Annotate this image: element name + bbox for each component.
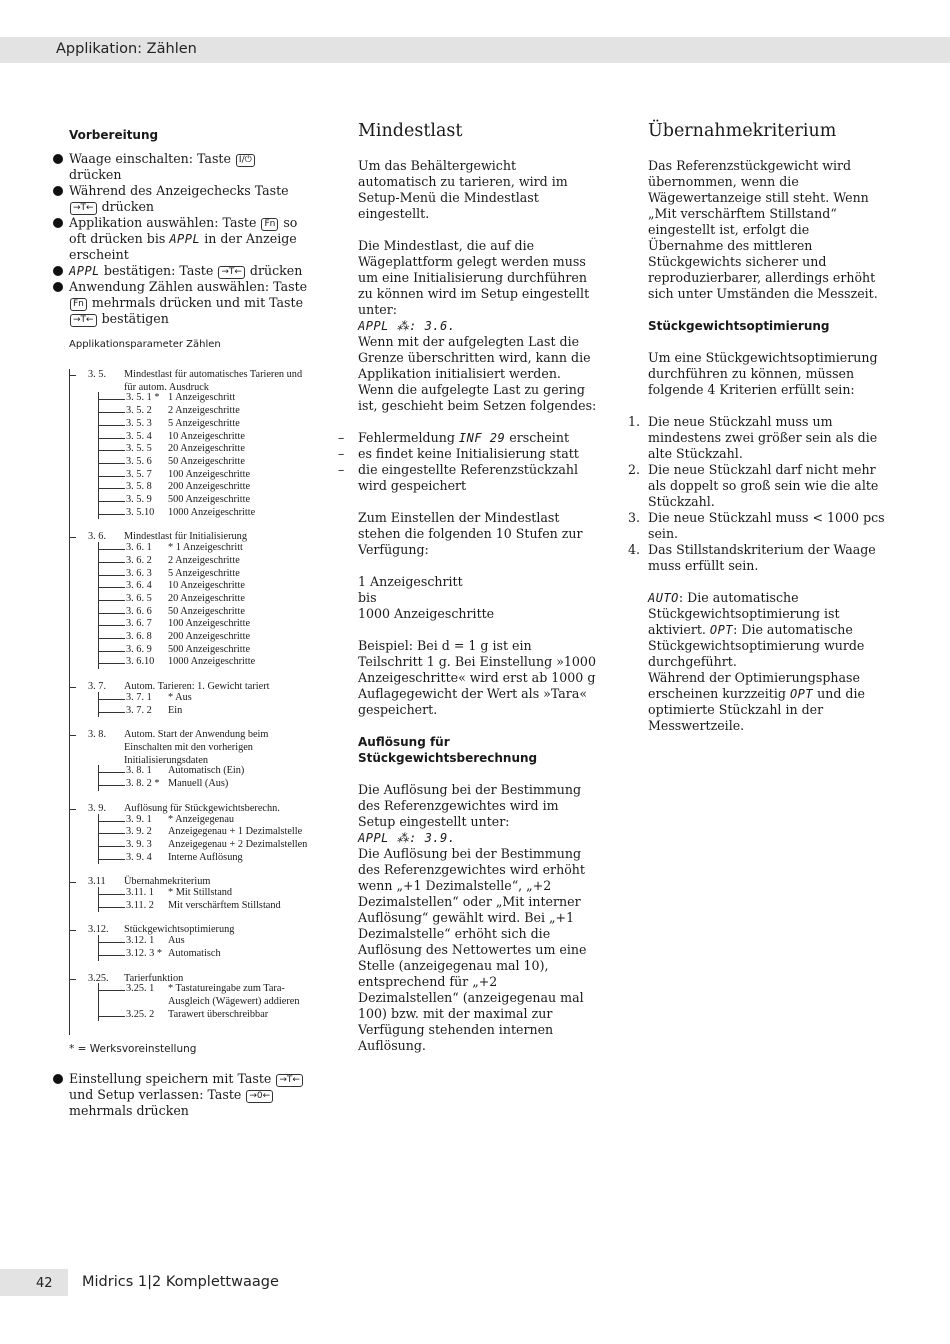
param-options <box>98 887 308 912</box>
option-code: 3. 6. 7 <box>126 618 152 630</box>
param-group-header <box>70 369 308 394</box>
option-code: 3.25. 1 <box>126 983 155 995</box>
param-description: Stückgewichtsoptimierung <box>124 924 235 936</box>
param-option <box>99 631 308 644</box>
list-item: 3. Die neue Stückzahl muss < 1000 pcs sein. <box>628 510 885 541</box>
power-key-icon: I/⏻ <box>236 154 255 167</box>
param-code: 3. 9. <box>88 802 107 814</box>
param-option <box>99 983 308 1008</box>
paragraph: Das Referenzstückgewicht wird übernommen, wenn die Wägewertanzeige still steht. Wenn „Mit verschärftem Stillstand“ eingestellt ist, erfolgt die Übernahme des mittleren Stückgewichts sicherer und reproduzierbarer, allerdings erhöht sich unter Umständen die Messzeit. <box>648 158 878 301</box>
option-value: Interne Auflösung <box>168 851 243 863</box>
param-group <box>70 681 308 717</box>
param-option <box>99 469 308 482</box>
option-code: 3. 5. 6 <box>126 455 152 467</box>
option-value: Anzeigegenau + 2 Dezimalstellen <box>168 838 308 850</box>
param-code: 3.25. <box>88 972 109 984</box>
param-code: 3. 5. <box>88 369 107 380</box>
param-group <box>70 924 308 960</box>
param-group <box>70 369 308 519</box>
option-code: 3. 9. 1 <box>126 813 152 825</box>
option-code: 3. 5. 5 <box>126 443 152 455</box>
param-description: Übernahmekriterium <box>124 876 211 888</box>
option-code: 3. 5. 3 <box>126 417 152 429</box>
option-value: Automatisch <box>168 947 221 959</box>
option-code: 3. 9. 4 <box>126 851 152 863</box>
paragraph: AUTO: Die automatische Stückgewichtsoptimierung ist aktiviert. OPT: Die automatische Stückgewichtsoptimierung wurde durchgeführt. <box>648 590 865 669</box>
param-option <box>99 568 308 581</box>
param-options <box>98 983 308 1021</box>
option-code: 3. 5. 8 <box>126 481 152 493</box>
option-value: 1000 Anzeigeschritte <box>168 506 256 518</box>
param-option <box>99 405 308 418</box>
page-header-title: Applikation: Zählen <box>56 41 197 57</box>
param-options <box>98 692 308 717</box>
option-code: 3. 5. 9 <box>126 494 152 506</box>
lcd-text: AUTO <box>648 591 679 605</box>
param-option <box>99 656 308 669</box>
param-option <box>99 692 308 705</box>
option-value: 2 Anzeigeschritte <box>168 554 240 566</box>
param-options <box>98 765 308 790</box>
heading-stueckgewichtsoptimierung: Stückgewichtsoptimierung <box>648 319 830 333</box>
option-code: 3. 8. 1 <box>126 765 152 777</box>
step-item: Waage einschalten: Taste I/⏻ drücken <box>53 151 308 183</box>
section-title-mindestlast: Mindestlast <box>358 121 463 141</box>
option-code: 3. 9. 3 <box>126 838 152 850</box>
list-item: – es findet keine Initialisierung statt <box>358 446 598 462</box>
zero-key-icon: →0← <box>246 1090 273 1103</box>
option-value: 10 Anzeigeschritte <box>168 580 245 592</box>
step-item: Einstellung speichern mit Taste →T← und Setup verlassen: Taste →0← mehrmals drücken <box>53 1071 308 1119</box>
param-group <box>70 803 308 865</box>
column-mindestlast <box>358 120 598 1070</box>
option-value: Aus <box>168 935 185 947</box>
option-value: 1000 Anzeigeschritte <box>168 656 256 668</box>
paragraph: Um das Behältergewicht automatisch zu tarieren, wird im Setup-Menü die Mindestlast eingestellt. <box>358 158 568 221</box>
param-option <box>99 456 308 469</box>
option-value: 20 Anzeigeschritte <box>168 592 245 604</box>
criteria-list <box>628 414 888 574</box>
param-option <box>99 481 308 494</box>
param-option <box>99 606 308 619</box>
lcd-text: INF 29 <box>458 431 506 445</box>
param-option <box>99 618 308 631</box>
error-list <box>358 430 598 494</box>
option-code: 3.12. 1 <box>126 935 155 947</box>
param-description: Autom. Start der Anwendung beim Einschalten mit den vorherigen Initialisierungsdaten <box>124 729 269 766</box>
option-code: 3. 7. 1 <box>126 691 152 703</box>
param-description: Autom. Tarieren: 1. Gewicht tariert <box>124 681 270 693</box>
option-code: 3.11. 2 <box>126 899 154 911</box>
list-item: – die eingestellte Referenzstückzahl wird gespeichert <box>358 462 598 494</box>
option-code: 3. 6. 3 <box>126 567 152 579</box>
param-option <box>99 644 308 657</box>
param-option <box>99 765 308 778</box>
option-value: Tarawert überschreibbar <box>168 1008 269 1020</box>
section-title-uebernahmekriterium: Übernahmekriterium <box>648 121 837 141</box>
option-code: 3. 6. 6 <box>126 605 152 617</box>
param-options <box>98 935 308 960</box>
param-option <box>99 443 308 456</box>
paragraph: Die Mindestlast, die auf die Wägeplattform gelegt werden muss um eine Initialisierung durchführen zu können wird im Setup eingestellt unter: APPL ⁂: 3.6. Wenn mit der aufgelegten Last die Grenze überschritten wird, kann die Applikation initialisiert werden. Wenn die aufgelegte Last zu gering ist, geschieht beim Setzen folgendes: <box>358 238 597 413</box>
option-value: 2 Anzeigeschritte <box>168 405 240 417</box>
option-code: 3. 6. 1 <box>126 542 152 554</box>
option-value: 1 Anzeigeschritt <box>168 392 236 404</box>
option-code: 3. 6. 2 <box>126 554 152 566</box>
tare-key-icon: →T← <box>276 1074 303 1087</box>
param-options <box>98 392 308 519</box>
param-code: 3.11 <box>88 876 106 888</box>
param-options <box>98 814 308 865</box>
tare-key-icon: →T← <box>70 202 97 215</box>
option-value: * Mit Stillstand <box>168 887 233 899</box>
step-item: Während des Anzeigechecks Taste →T← drücken <box>53 183 308 215</box>
param-options <box>98 542 308 669</box>
param-option <box>99 555 308 568</box>
option-code: 3. 8. 2 * <box>126 778 160 790</box>
footer-title: Midrics 1|2 Komplettwaage <box>82 1274 279 1290</box>
paragraph: Um eine Stückgewichtsoptimierung durchführen zu können, müssen folgende 4 Kriterien erfüllt sein: <box>648 350 878 397</box>
option-value: 200 Anzeigeschritte <box>168 481 251 493</box>
option-code: 3. 7. 2 <box>126 704 152 716</box>
param-option <box>99 542 308 555</box>
footer-band <box>0 1269 68 1296</box>
option-value: 500 Anzeigeschritte <box>168 643 251 655</box>
option-value: 50 Anzeigeschritte <box>168 455 245 467</box>
paragraph: Während der Optimierungsphase erscheinen kurzzeitig OPT und die optimierte Stückzahl in der Messwertzeile. <box>648 670 865 733</box>
option-code: 3. 5. 2 <box>126 405 152 417</box>
option-value: 200 Anzeigeschritte <box>168 631 251 643</box>
option-value: * Tastatureingabe zum Tara-Ausgleich (Wägewert) addieren <box>168 983 300 1007</box>
option-value: 20 Anzeigeschritte <box>168 443 245 455</box>
param-option <box>99 839 308 852</box>
heading-vorbereitung: Vorbereitung <box>69 128 159 142</box>
param-option <box>99 494 308 507</box>
lcd-text: APPL <box>169 232 201 246</box>
param-option <box>99 705 308 718</box>
option-value: * Aus <box>168 691 192 703</box>
param-option <box>99 778 308 791</box>
list-item: 2. Die neue Stückzahl darf nicht mehr als doppelt so groß sein wie die alte Stückzahl. <box>628 462 879 509</box>
option-value: Manuell (Aus) <box>168 778 229 790</box>
param-option <box>99 852 308 865</box>
fn-key-icon: Fn <box>70 298 87 311</box>
option-value: Mit verschärftem Stillstand <box>168 899 281 911</box>
param-option <box>99 887 308 900</box>
option-code: 3. 6. 5 <box>126 592 152 604</box>
option-value: * Anzeigegenau <box>168 813 235 825</box>
param-option <box>99 593 308 606</box>
param-option <box>99 507 308 520</box>
option-code: 3.11. 1 <box>126 887 154 899</box>
option-code: 3. 6.10 <box>126 656 155 668</box>
tare-key-icon: →T← <box>70 314 97 327</box>
list-item: 1. Die neue Stückzahl muss um mindestens zwei größer sein als die alte Stückzahl. <box>628 414 878 461</box>
param-option <box>99 814 308 827</box>
param-option <box>99 580 308 593</box>
paragraph: Die Auflösung bei der Bestimmung des Referenzgewichtes wird im Setup eingestellt unter: <box>358 782 582 829</box>
option-code: 3. 6. 8 <box>126 631 152 643</box>
app-params-title: Applikationsparameter Zählen <box>69 339 221 350</box>
option-code: 3. 5.10 <box>126 506 155 518</box>
option-code: 3. 9. 2 <box>126 826 152 838</box>
option-value: Automatisch (Ein) <box>168 765 245 777</box>
param-group <box>70 876 308 912</box>
lcd-text: OPT <box>709 623 734 637</box>
paragraph: 1 Anzeigeschritt bis 1000 Anzeigeschritte <box>358 574 495 621</box>
option-code: 3. 6. 9 <box>126 643 152 655</box>
option-code: 3. 5. 1 * <box>126 392 160 404</box>
step-item: Anwendung Zählen auswählen: Taste Fn mehrmals drücken und mit Taste →T← bestätigen <box>53 279 308 327</box>
option-code: 3.12. 3 * <box>126 947 163 959</box>
tare-key-icon: →T← <box>218 266 245 279</box>
option-value: 50 Anzeigeschritte <box>168 605 245 617</box>
column-preparation <box>53 120 308 1119</box>
param-description: Mindestlast für Initialisierung <box>124 531 247 543</box>
option-code: 3. 5. 4 <box>126 430 152 442</box>
fn-key-icon: Fn <box>261 218 278 231</box>
param-option <box>99 826 308 839</box>
option-value: 100 Anzeigeschritte <box>168 468 251 480</box>
preparation-steps <box>53 151 308 327</box>
option-code: 3. 6. 4 <box>126 580 152 592</box>
param-group <box>70 729 308 791</box>
lcd-text: APPL ⁂: 3.6. <box>358 319 456 333</box>
paragraph: Zum Einstellen der Mindestlast stehen die folgenden 10 Stufen zur Verfügung: <box>358 510 583 557</box>
param-option <box>99 418 308 431</box>
param-code: 3. 8. <box>88 729 107 741</box>
lcd-text: APPL ⁂: 3.9. <box>358 831 456 845</box>
option-value: Ein <box>168 704 183 716</box>
parameter-tree <box>69 369 308 1035</box>
param-option <box>99 1009 308 1022</box>
list-item: 4. Das Stillstandskriterium der Waage muss erfüllt sein. <box>628 542 876 573</box>
param-code: 3. 7. <box>88 681 107 693</box>
param-option <box>99 935 308 948</box>
column-uebernahme <box>628 120 888 750</box>
param-option <box>99 431 308 444</box>
param-option <box>99 948 308 961</box>
param-code: 3.12. <box>88 924 109 936</box>
option-value: 5 Anzeigeschritte <box>168 567 240 579</box>
step-item: Applikation auswählen: Taste Fn so oft drücken bis APPL in der Anzeige erscheint <box>53 215 308 263</box>
param-option <box>99 392 308 405</box>
param-group-header <box>70 729 308 767</box>
option-value: Anzeigegenau + 1 Dezimalstelle <box>168 826 303 838</box>
paragraph: APPL ⁂: 3.9. Die Auflösung bei der Bestimmung des Referenzgewichtes wird erhöht wenn „+1 Dezimalstelle“, „+2 Dezimalstellen“ oder „Mit interner Auflösung“ gewählt wird. Bei „+1 Dezimalstelle“ erhöht sich die Auflösung des Nettowertes um eine Stelle (anzeigegenau mal 10), entsprechend für „+2 Dezimalstellen“ (anzeigegenau mal 100) bzw. mit der maximal zur Verfügung stehenden internen Auflösung. <box>358 831 587 1053</box>
option-value: 500 Anzeigeschritte <box>168 494 251 506</box>
param-description: Tarierfunktion <box>124 972 184 984</box>
option-value: 100 Anzeigeschritte <box>168 618 251 630</box>
param-code: 3. 6. <box>88 531 107 543</box>
option-code: 3. 5. 7 <box>126 468 152 480</box>
option-value: 10 Anzeigeschritte <box>168 430 245 442</box>
option-value: 5 Anzeigeschritte <box>168 417 240 429</box>
param-description: Auflösung für Stückgewichtsberechn. <box>124 802 280 814</box>
lcd-text: APPL <box>69 264 100 278</box>
param-group <box>70 531 308 669</box>
heading-aufloesung: Auflösung für Stückgewichtsberechnung <box>358 735 538 765</box>
option-code: 3.25. 2 <box>126 1008 155 1020</box>
footnote-factory-setting: * = Werksvoreinstellung <box>69 1043 197 1056</box>
step-item: APPL bestätigen: Taste →T← drücken <box>53 263 308 279</box>
page-number: 42 <box>36 1276 53 1291</box>
lcd-text: OPT <box>789 687 814 701</box>
paragraph: Beispiel: Bei d = 1 g ist ein Teilschritt 1 g. Bei Einstellung »1000 Anzeigeschritte« wird erst ab 1000 g Auflagegewicht der Wert als »Tara« gespeichert. <box>358 638 596 717</box>
list-item: – Fehlermeldung INF 29 erscheint <box>358 430 598 446</box>
param-option <box>99 900 308 913</box>
final-steps <box>53 1071 308 1119</box>
option-value: * 1 Anzeigeschritt <box>168 542 243 554</box>
param-group <box>70 973 308 1022</box>
param-description: Mindestlast für automatisches Tarieren und für autom. Ausdruck <box>124 369 303 393</box>
